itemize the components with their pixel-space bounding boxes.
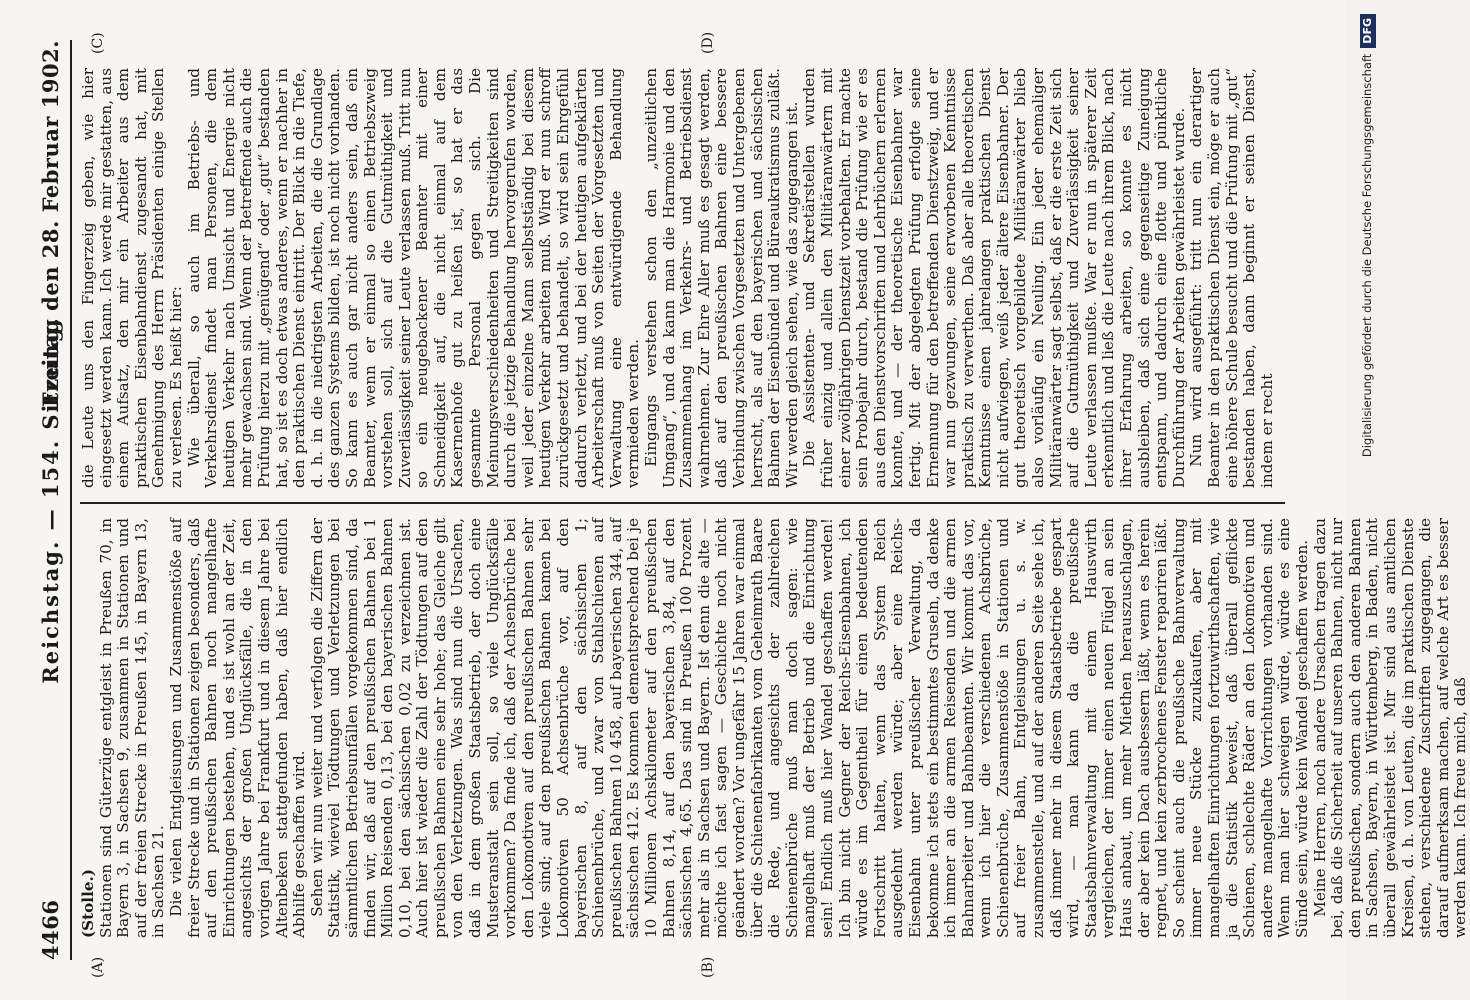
paragraph: Die vielen Entgleisungen und Zusammenstöße auf freier Strecke und in Stationen zeigen besonders, daß auf den preußischen Bahnen noch mangelhafte Einrichtungen bestehen, und es ist wohl an der Zeit, angesichts der großen Unglücksfälle, die in den vorigen Jahre bei Frankfurt und in diesem Jahre bei Altenbeken stattgefunden haben, daß hier endlich Abhilfe geschaffen wird. [166, 518, 309, 938]
session-date: Freitag den 28. Februar 1902. [38, 40, 63, 408]
left-column [79, 518, 1470, 938]
paragraph: Nun wird ausgeführt: tritt nun ein derartiger Beamter in den praktischen Dienst ein, möge er auch eine höhere Schule besucht und die Prüfung mit „gut“ bestanden haben, dann beginnt er seinen Dienst, indem er recht [1187, 68, 1276, 488]
speaker-tag: (Stolle.) [79, 869, 97, 938]
digitization-credit [1352, 10, 1378, 990]
session-title: Reichstag. — 154. Sitzung. [38, 316, 63, 684]
margin-marker-a: (A) [90, 956, 106, 978]
quoted-paragraph: Eingangs verstehen schon den „unzeitlichen Umgang“, und da kann man die Harmonie und den Zusammenhang im Verkehrs- und Betriebsdienst wahrnehmen. Zur Ehre Aller muß es gesagt werden, daß auf den preußischen Bahnen eine bessere Verbindung zwischen Vorgesetzten und Untergebenen herrscht, als auf den bayerischen und sächsischen Bahnen der Eisenbündel und Büreaukratismus zuläßt. Wir werden gleich sehen, wie das zugegangen ist. [642, 68, 801, 488]
quoted-paragraph: Wie überall, so auch im Betriebs- und Verkehrsdienst findet man Personen, die dem heutigen Verkehr nach Umsicht und Energie nicht mehr gewachsen sind. Wenn der Betreffende auch die Prüfung hierzu mit „genügend“ oder „gut“ bestanden hat, so ist es doch etwas anderes, wenn er nachher in den praktischen Dienst eintritt. Der Blick in die Tiefe, d. h. in die niedrigsten Arbeiten, die die Grundlage des ganzen Systems bilden, ist noch nicht vorhanden. So kann es auch gar nicht anders sein, daß ein Beamter, wenn er einmal so einen Betriebszweig vorstehen soll, sich auf die Gutmüthigkeit und Zuverlässigkeit seiner Leute verlassen muß. Tritt nun so ein neugebackener Beamter mit einer Schneidigkeit auf, die nicht einmal auf dem Kasernenhofe gut zu heißen ist, so hat er das gesammte Personal gegen sich. Die Meinungsverschiedenheiten und Streitigkeiten sind durch die jetzige Behandlung hervorgerufen worden, weil jeder einzelne Mann selbstständig bei diesem heutigen Verkehr arbeiten muß. Wird er nun schroff zurückgesetzt und behandelt, so wird sein Ehrgefühl dadurch verletzt, und bei der heutigen aufgeklärten Arbeiterschaft muß von Seiten der Vorgesetzten und Verwaltung eine entwürdigende Behandlung vermieden werden. [184, 68, 643, 488]
margin-marker-c: (C) [90, 32, 106, 54]
margin-marker-b: (B) [700, 956, 716, 978]
paragraph: Meine Herren, noch andere Ursachen tragen dazu bei, daß die Sicherheit auf unseren Bahnen, nicht nur den preußischen, sondern auch den anderen Bahnen in Sachsen, Bayern, in Württemberg, in Baden, nicht überall gewährleistet ist. Mir sind aus amtlichen Kreisen, d. h. von Leuten, die im praktischen Dienste stehen, verschiedene Zuschriften zugegangen, die darauf aufmerksam machen, auf welche Art es besser werden kann. Ich freue mich, daß [1310, 518, 1470, 938]
header-rule [70, 40, 72, 960]
dfg-logo: DFG [1360, 14, 1376, 48]
paragraph [80, 518, 98, 938]
right-column [80, 68, 1293, 488]
page-header [30, 40, 74, 960]
margin-marker-d: (D) [700, 31, 716, 54]
paragraph: Stationen sind Güterzüge entgleist in Preußen 70, in Bayern 3, in Sachsen 9, zusammen in Stationen und auf der freien Strecke in Preußen 145, in Bayern 13, in Sachsen 21. [96, 518, 168, 938]
quoted-paragraph: Die Assistenten- und Sekretärstellen wurden früher einzig und allein den Militäranwärtern mit einer zwölfjährigen Dienstzeit vorbehalten. Er machte sein Probejahr durch, bestand die Prüfung wie er es aus den Dienstvorschriften und Lehrbüchern erlernen konnte, und — der theoretische Eisenbahner war fertig. Mit der abgelegten Prüfung erfolgte seine Ernennung für den betreffenden Dienstzweig, und er war nun gezwungen, seine erworbenen Kenntnisse praktisch zu verwerthen. Daß aber alle theoretischen Kenntnisse einen jahrelangen praktischen Dienst nicht aufwiegen, weiß jeder ältere Eisenbahner. Der gut theoretisch vorgebildete Militäranwärter blieb also vorläufig ein Neuling. Ein jeder ehemaliger Militäranwärter sagt selbst, daß er die erste Zeit sich auf die Gutmüthigkeit und Zuverlässigkeit seiner Leute verlassen mußte. War er nun in späterer Zeit erkenntlich und ließ die Leute nach ihrem Blick, nach ihrer Erfahrung arbeiten, so konnte es nicht ausbleiben, daß sich eine gegenseitige Zuneigung entspann, und dadurch eine flotte und pünktliche Durchführung der Arbeiten gewährleistet wurde. [800, 68, 1188, 488]
credit-text: Digitalisierung gefördert durch die Deutsche Forschungsgemeinschaft [1360, 53, 1374, 458]
page-number: 4466 [38, 899, 63, 960]
paragraph: die Leute uns den Fingerzeig geben, wie hier eingesetzt werden kann. Ich werde mir gestatten, aus einem Aufsatz, den mir ein Arbeiter aus dem praktischen Eisenbahndienst zugesandt hat, mit Genehmigung des Herrn Präsidenten einige Stellen zu verlesen. Es heißt hier: [79, 68, 185, 488]
column-rule [80, 502, 1285, 504]
paragraph: Sehen wir nun weiter und verfolgen die Ziffern der Statistik, wieviel Tödtungen und Verletzungen bei sämmtlichen Betriebsunfällen vorgekommen sind, da finden wir, daß auf den preußischen Bahnen bei 1 Million Reisenden 0,13, bei den bayerischen Bahnen 0,10, bei den sächsischen 0,02 zu verzeichnen ist. Auch hier ist wieder die Zahl der Tödtungen auf den preußischen Bahnen eine sehr hohe; das Gleiche gilt von den Verletzungen. Was sind nun die Ursachen, daß in dem großen Staatsbetrieb, der doch eine Musteranstalt sein soll, so viele Unglücksfälle vorkommen? Da finde ich, daß der Achsenbrüche bei den Lokomotiven auf den preußischen Bahnen sehr viele sind; auf den preußischen Bahnen kamen bei Lokomotiven 50 Achsenbrüche vor, auf den bayerischen 8, auf den sächsischen 1; Schienenbrüche, und zwar von Stahlschienen auf preußischen Bahnen 10 458, auf bayerischen 344, auf sächsischen 412. Es kommen dementsprechend bei je 10 Millionen Achskilometer auf den preußischen Bahnen 8,14, auf den bayerischen 3,84, auf den sächsischen 4,65. Das sind in Preußen 100 Prozent mehr als in Sachsen und Bayern. Ist denn die alte — möchte ich fast sagen — Geschichte noch nicht geändert worden? Vor ungefähr 15 Jahren war einmal über die Schienenfabrikanten vom Geheimrath Baare die Rede, und angesichts der zahlreichen Schienenbrüche muß man doch sagen: wie mangelhaft muß der Betrieb und die Einrichtung sein! Endlich muß hier Wandel geschaffen werden! Ich bin nicht Gegner der Reichs-Eisenbahnen, ich würde es im Gegentheil für einen bedeutenden Fortschritt halten, wenn das System Reich ausgedehnt werden würde; aber eine Reichs-Eisenbahn unter preußischer Verwaltung, da bekomme ich stets ein bestimmtes Gruseln, da denke ich immer an die armen Reisenden und die armen Bahnarbeiter und Bahnbeamten. Wir kommt das vor, wenn ich hier die verschiedenen Achsbrüche, Schienenbrüche, Zusammenstöße in Stationen und auf freier Bahn, Entgleisungen u. s. w. zusammenstelle, und auf der anderen Seite sehe ich, daß immer mehr in diesem Staatsbetriebe gespart wird, — man kann da die preußische Staatsbahnverwaltung mit einem Hauswirth vergleichen, der immer einen neuen Flügel an sein Haus anbaut, um mehr Miethen herauszuschlagen, der aber kein Dach ausbessern läßt, wenn es herein regnet, und kein zerbrochenes Fenster repariren läßt. So scheint auch die preußische Bahnverwaltung immer neue Stücke zuzukaufen, aber mit mangelhaften Einrichtungen fortzuwirthschaften, wie ja die Statistik beweist, daß überall geflickte Schienen, schlechte Räder an den Lokomotiven und andere mangelhafte Vorrichtungen vorhanden sind. Wenn man hier schweigen würde, würde es eine Sünde sein, würde kein Wandel geschaffen werden. [307, 518, 1311, 938]
